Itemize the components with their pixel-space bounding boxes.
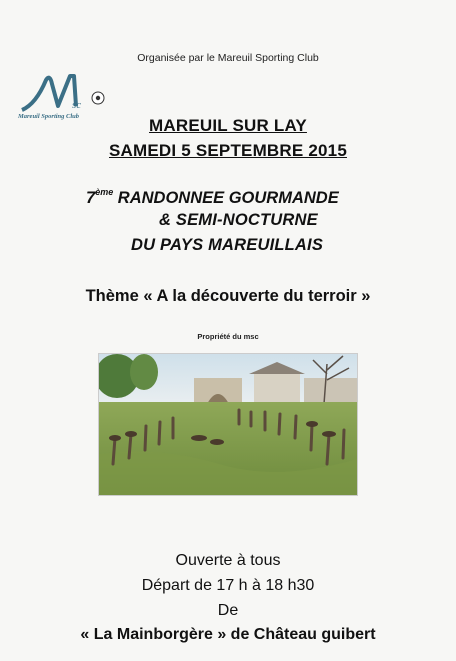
vineyard-photo [98, 353, 358, 496]
theme-line: Thème « A la découverte du terroir » [85, 287, 371, 305]
logo-caption: Mareuil Sporting Club [18, 113, 80, 120]
event-title-3: DU PAYS MAREUILLAIS [131, 236, 324, 254]
place-heading: MAREUIL SUR LAY [149, 116, 307, 135]
organizer-line: Organisée par le Mareuil Sporting Club [137, 52, 319, 64]
departure-time: Départ de 17 h à 18 h30 [141, 577, 315, 594]
svg-text:sc: sc [72, 99, 82, 111]
event-line-1 [86, 187, 339, 208]
open-to-all: Ouverte à tous [175, 552, 281, 569]
photo-caption: Propriété du msc [197, 332, 259, 341]
from-label: De [217, 602, 239, 619]
event-title-1: RANDONNEE GOURMANDE [117, 189, 339, 207]
event-title-2: & SEMI-NOCTURNE [159, 211, 318, 229]
departure-place: « La Mainborgère » de Château guibert [80, 626, 376, 643]
date-heading: SAMEDI 5 SEPTEMBRE 2015 [109, 141, 347, 160]
edition-number: 7 [86, 189, 96, 207]
edition-suffix: ème [95, 187, 114, 197]
